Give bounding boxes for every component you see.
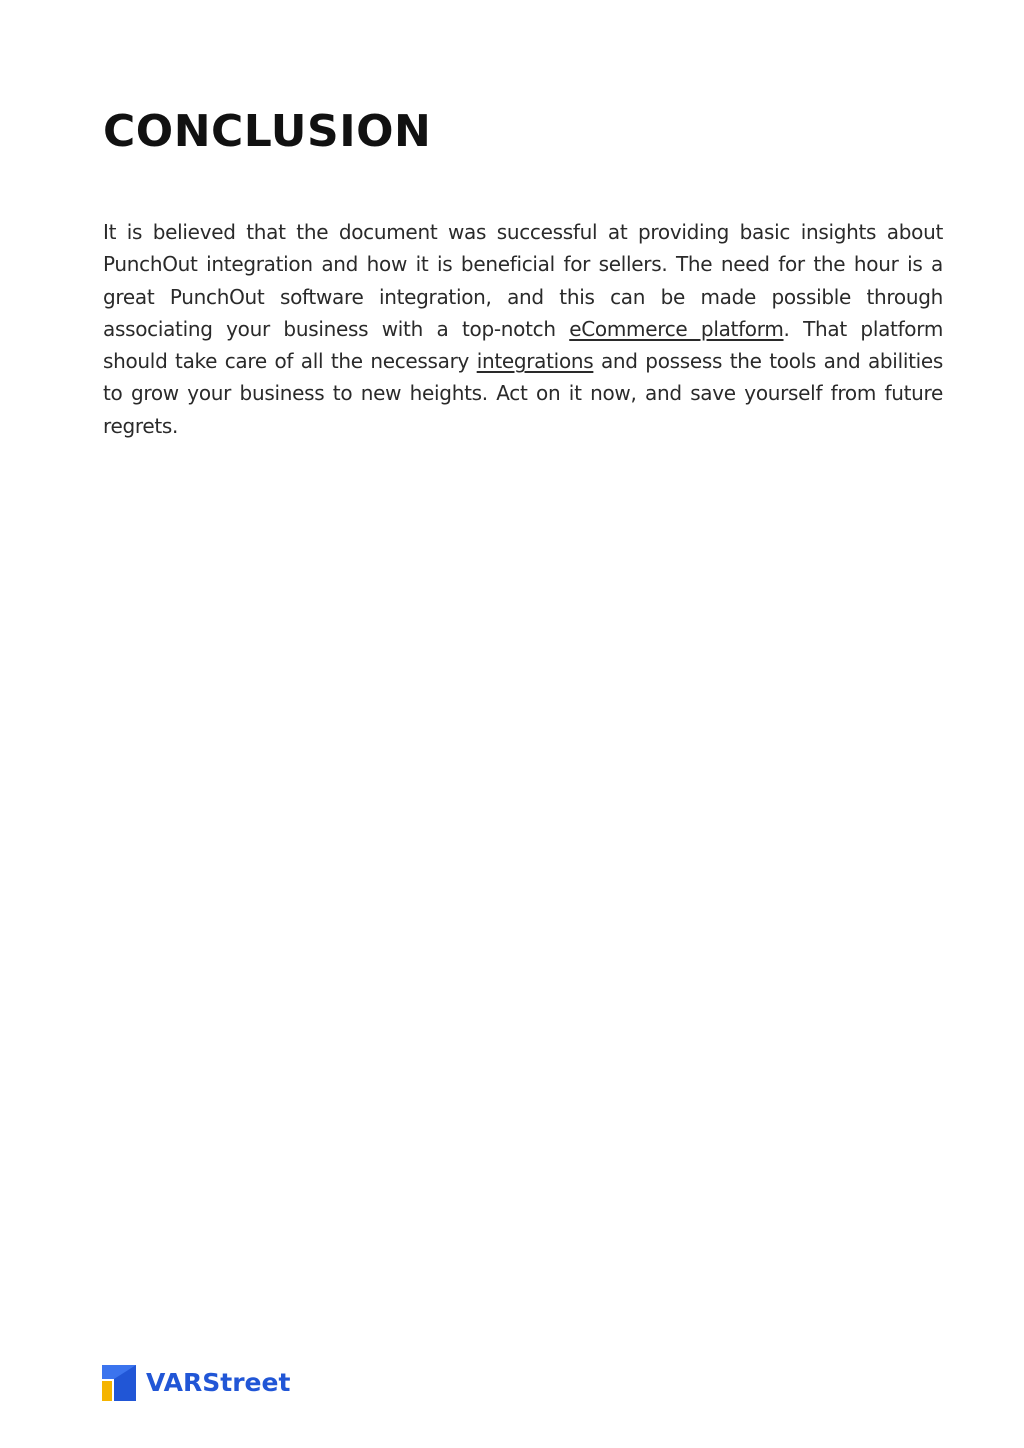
integrations-link[interactable]: integrations	[476, 349, 594, 374]
ecommerce-platform-link[interactable]: eCommerce platform	[569, 316, 784, 341]
paragraph-text-3: and possess the tools and abilities to grow your business to new heights. Act on it now, and save yourself from future regrets.	[103, 349, 943, 438]
paragraph-text-1: It is believed that the document was successful at providing basic insights about PunchOut integration and how it is beneficial for sellers. The need for the hour is a great PunchOut software integration, and this can be made possible through associating your business with a top-notch	[103, 220, 943, 341]
logo-wordmark: VARStreet	[146, 1368, 291, 1397]
varstreet-logo-icon	[102, 1365, 136, 1401]
paragraph-text-2: . That platform should take care of all the necessary	[103, 316, 943, 374]
page-title: CONCLUSION	[103, 106, 432, 157]
varstreet-logo	[102, 1364, 290, 1402]
conclusion-paragraph	[103, 216, 943, 442]
